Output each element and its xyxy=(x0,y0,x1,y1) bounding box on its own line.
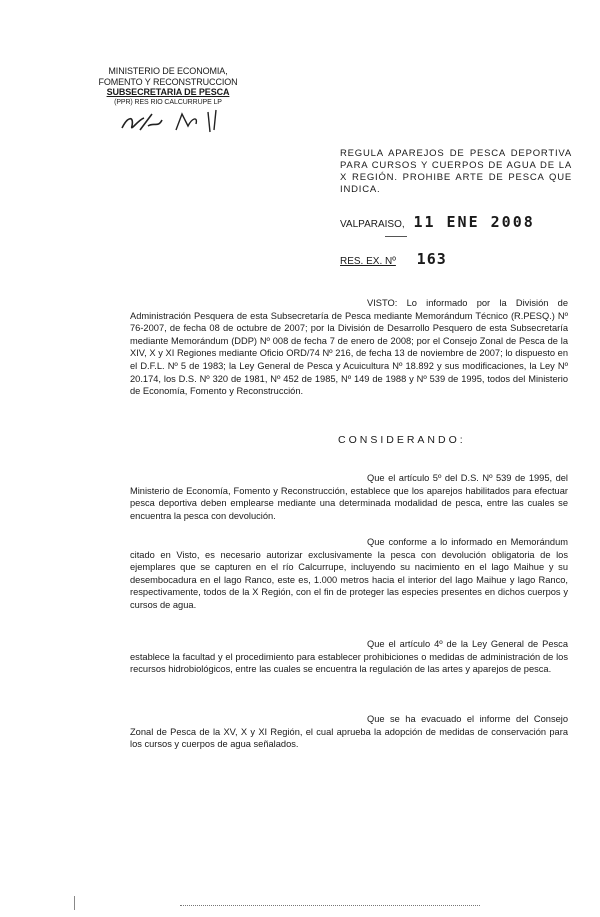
resolution-number-line xyxy=(340,250,447,268)
place-label: VALPARAISO, xyxy=(340,219,405,230)
visto-lead: VISTO: xyxy=(367,298,398,308)
subsecretaria-name: SUBSECRETARIA DE PESCA xyxy=(106,87,230,97)
considerando-paragraph-2: Que conforme a lo informado en Memorándum citado en Visto, es necesario autorizar exclusivamente la pesca con devolución obligatoria de los ejemplares que se capturen en el río Calcurrupe, incluyendo su nacimiento en el lago Maihue y su desembocadura en el lago Ranco, este es, 1.000 metros hacia el interior del lago Maihue y lago Ranco, respectivamente, todos de la X Región, con el fin de proteger las especies presentes en dichos cuerpos y cursos de agua. xyxy=(130,537,568,610)
ministry-name-line2: FOMENTO Y RECONSTRUCCION xyxy=(98,76,238,87)
reference-code: (PPR) RES RIO CALCURRUPE LP xyxy=(114,98,222,106)
considerando-paragraph-1: Que el artículo 5º del D.S. Nº 539 de 1995, del Ministerio de Economía, Fomento y Reconstrucción, establece que los aparejos habilitados para efectuar pesca deportiva deben emplearse mediante una determinada modalidad de pesca, entre las cuales se encuentra la pesca con devolución. xyxy=(130,473,568,521)
resolution-label: RES. EX. Nº xyxy=(340,256,396,267)
considerando-paragraph-3: Que el artículo 4º de la Ley General de Pesca establece la facultad y el procedimiento para establecer prohibiciones o medidas de administración de los recursos hidrobiológicos, entre las cuales se encuentra la regulación de las artes y aparejos de pesca. xyxy=(130,639,568,675)
dash-mark xyxy=(385,236,407,237)
considerando-paragraph-4: Que se ha evacuado el informe del Consejo Zonal de Pesca de la XV, X y XI Región, el cual aprueba la adopción de medidas de conservación para los cursos y cuerpos de agua señalados. xyxy=(130,714,568,750)
ministry-name-line1: MINISTERIO DE ECONOMIA, xyxy=(108,66,228,76)
resolution-number: 163 xyxy=(416,250,447,268)
date-stamp: 11 ENE 2008 xyxy=(413,213,535,231)
visto-text: Lo informado por la División de Administración Pesquera de esta Subsecretaría de Pesca mediante Memorándum Técnico (R.PESQ.) Nº 76-2007, de fecha 08 de octubre de 2007; por la División de Desarrollo Pesquero de esta Subsecretaría mediante Memorándum (DDP) Nº 008 de fecha 7 de enero de 2008; por el Consejo Zonal de Pesca de la XIV, X y XI Regiones mediante Oficio ORD/74 Nº 216, de fecha 13 de noviembre de 2007; lo dispuesto en el D.F.L. Nº 5 de 1983; la Ley General de Pesca y Acuicultura Nº 18.892 y sus modificaciones, la Ley Nº 20.174, los D.S. Nº 320 de 1981, Nº 452 de 1985, Nº 149 de 1988 y Nº 539 de 1995, todos del Ministerio de Economía, Fomento y Reconstrucción. xyxy=(130,298,568,397)
considerando-heading: CONSIDERANDO: xyxy=(338,434,466,446)
margin-mark xyxy=(74,896,75,910)
place-date-line xyxy=(340,213,535,231)
resolution-subject: REGULA APAREJOS DE PESCA DEPORTIVA PARA CURSOS Y CUERPOS DE AGUA DE LA X REGIÓN. PROHIBE ARTE DE PESCA QUE INDICA. xyxy=(340,148,572,195)
ministry-header xyxy=(88,66,248,107)
visto-paragraph xyxy=(130,297,568,398)
footer-dotted-line xyxy=(180,905,480,906)
handwritten-initials xyxy=(118,108,228,136)
